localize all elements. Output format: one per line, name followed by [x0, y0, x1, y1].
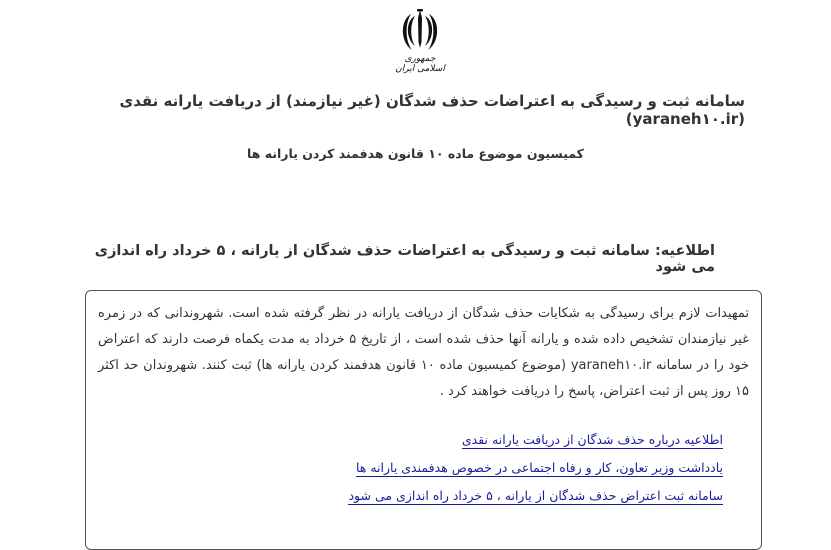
link-subsidy-removal-notice[interactable]: اطلاعیه درباره حذف شدگان از دریافت یارانه نقدی: [461, 432, 723, 447]
emblem-caption: جمهوری اسلامی ایران: [395, 54, 445, 74]
link-minister-note[interactable]: یادداشت وزیر تعاون، کار و رفاه اجتماعی در خصوص هدفمندی یارانه ها: [355, 460, 723, 475]
page-subtitle: کمیسیون موضوع ماده ۱۰ قانون هدفمند کردن یارانه ها: [247, 146, 584, 161]
announcement-body: تمهیدات لازم برای رسیدگی به شکایات حذف شدگان از دریافت یارانه در نظر گرفته شده است. شهروندانی که در زمره غیر نیازمندان تشخیص داده شده و یارانه آنها حذف شده است ، از تاریخ ۵ خرداد به مدت یکماه فرصت دارند که اعتراض خود را در سامانه yaraneh۱۰.ir (موضوع کمیسیون ماده ۱۰ قانون هدفمند کردن یارانه ها) ثبت کنند. شهروندان حد اکثر ۱۵ روز پس از ثبت اعتراض، پاسخ را دریافت خواهند کرد .: [98, 306, 749, 399]
related-links: [98, 431, 749, 505]
page-title: سامانه ثبت و رسیدگی به اعتراضات حذف شدگان (غیر نیازمند) از دریافت یارانه نقدی (yaraneh۱۰.ir): [119, 92, 745, 128]
link-objection-system-launch[interactable]: سامانه ثبت اعتراض حذف شدگان از یارانه ، ۵ خرداد راه اندازی می شود: [348, 488, 723, 503]
emblem: [395, 8, 445, 74]
iran-emblem-icon: [400, 8, 440, 52]
notice-heading: اطلاعیه: سامانه ثبت و رسیدگی به اعتراضات حذف شدگان از یارانه ، ۵ خرداد راه اندازی می شود: [94, 243, 715, 275]
announcement-panel: [85, 290, 762, 550]
